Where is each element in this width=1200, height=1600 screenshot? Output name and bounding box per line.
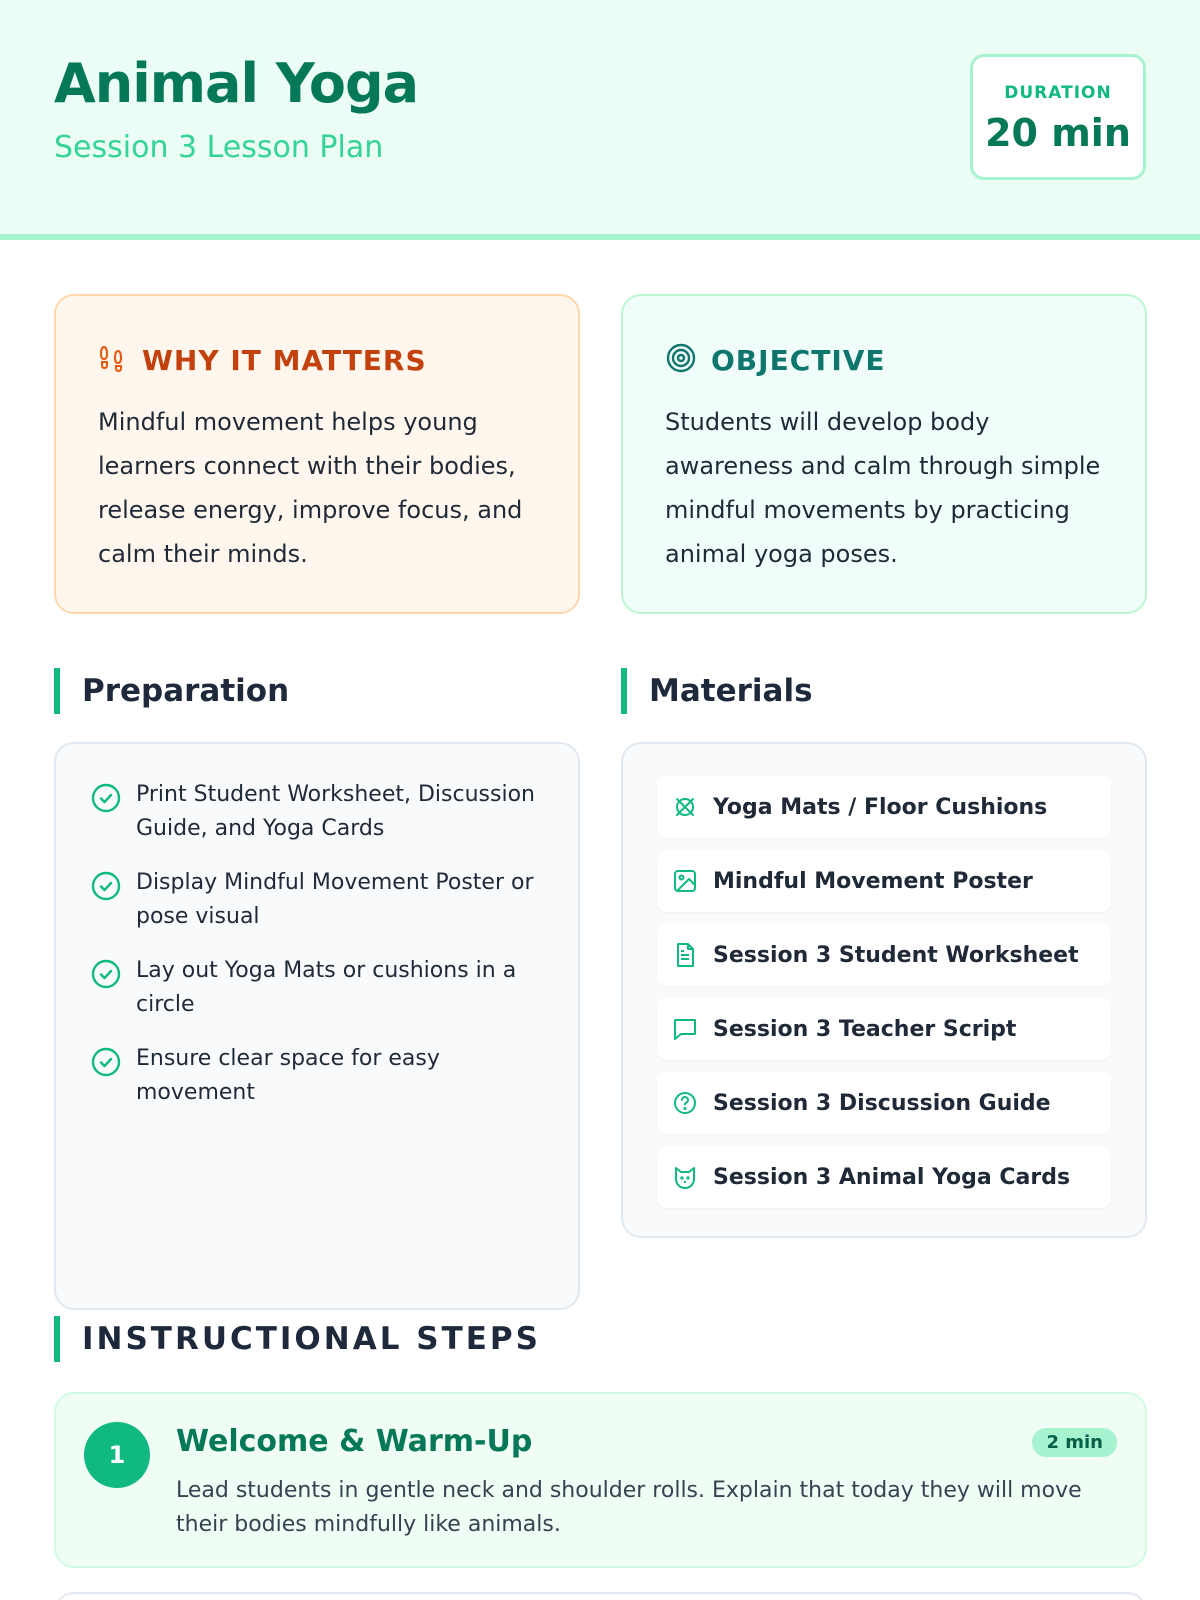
target-icon [665,342,697,378]
materials-heading: Materials [621,668,813,714]
material-item-label: Session 3 Student Worksheet [713,942,1079,968]
material-item [657,776,1111,838]
material-item [657,998,1111,1060]
question-icon [671,1089,699,1117]
material-item [657,924,1111,986]
objective-text: Students will develop body awareness and calm through simple mindful movements by practicing animal yoga poses. [665,408,1101,568]
step-number: 1 [84,1422,150,1488]
page-header [0,0,1200,240]
objective-title: OBJECTIVE [711,343,886,377]
check-circle-icon [90,1046,122,1110]
material-item-label: Session 3 Discussion Guide [713,1090,1051,1116]
material-item-label: Session 3 Teacher Script [713,1016,1017,1042]
materials-list [621,742,1147,1238]
material-item [657,1072,1111,1134]
page-subtitle: Session 3 Lesson Plan [54,130,384,165]
step-title: Welcome & Warm-Up [176,1424,533,1459]
check-circle-icon [90,870,122,934]
list-item [90,954,548,1022]
objective-card [621,294,1147,614]
why-it-matters-text: Mindful movement helps young learners connect with their bodies, release energy, improve focus, and calm their minds. [98,408,523,568]
chat-icon [671,1015,699,1043]
list-item [90,1042,548,1110]
preparation-item-text: Lay out Yoga Mats or cushions in a circle [136,958,517,1017]
mat-icon [671,793,699,821]
instructional-steps-heading: INSTRUCTIONAL STEPS [54,1316,541,1362]
preparation-item-text: Print Student Worksheet, Discussion Guide, and Yoga Cards [136,782,535,841]
preparation-heading: Preparation [54,668,289,714]
why-it-matters-title: WHY IT MATTERS [142,343,427,377]
material-item-label: Mindful Movement Poster [713,868,1033,894]
material-item [657,850,1111,912]
material-item-label: Session 3 Animal Yoga Cards [713,1164,1071,1190]
material-item [657,1146,1111,1208]
why-it-matters-card [54,294,580,614]
step-card [54,1392,1147,1568]
image-icon [671,867,699,895]
list-item [90,778,548,846]
preparation-item-text: Ensure clear space for easy movement [136,1046,440,1105]
page-title: Animal Yoga [54,52,419,115]
material-item-label: Yoga Mats / Floor Cushions [713,794,1048,820]
step-card [54,1592,1147,1600]
duration-value: 20 min [985,111,1131,155]
list-item [90,866,548,934]
document-icon [671,941,699,969]
check-circle-icon [90,782,122,846]
step-description: Lead students in gentle neck and shoulder rolls. Explain that today they will move their bodies mindfully like animals. [176,1478,1082,1537]
footprints-icon [98,343,128,377]
preparation-list [54,742,580,1310]
duration-badge [970,54,1146,180]
duration-label: DURATION [1004,83,1112,103]
preparation-item-text: Display Mindful Movement Poster or pose visual [136,870,534,929]
cat-icon [671,1163,699,1191]
step-duration-badge: 2 min [1032,1428,1117,1457]
check-circle-icon [90,958,122,1022]
